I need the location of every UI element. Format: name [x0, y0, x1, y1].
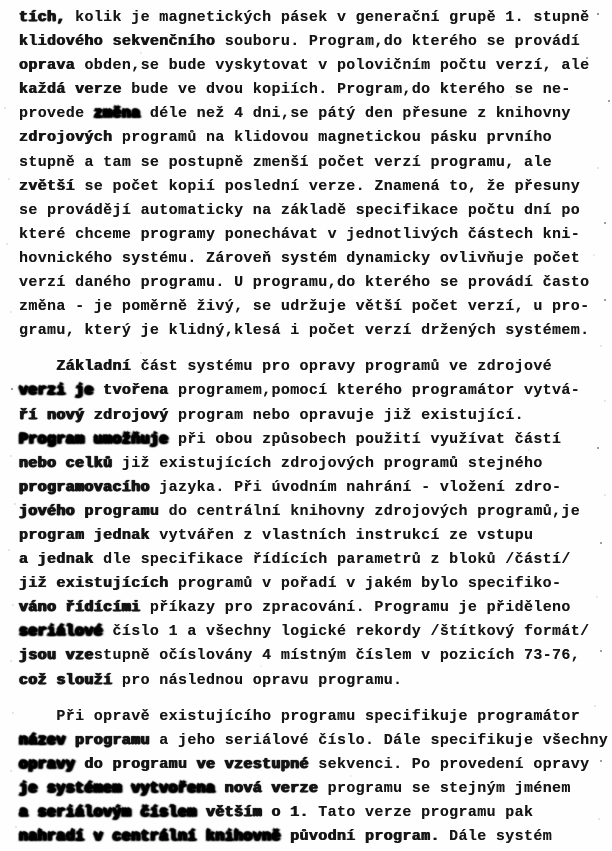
- smudged-text-segment: nebo celků: [19, 454, 113, 472]
- text-segment: klidového sekvenčního: [19, 33, 216, 51]
- text-line: [19, 753, 608, 777]
- text-line: [19, 126, 608, 150]
- text-segment: program nebo opravuje již existující.: [168, 406, 524, 424]
- smudged-text-segment: změna: [93, 105, 141, 123]
- text-segment: tvořena: [93, 382, 169, 400]
- paragraph: [19, 705, 608, 850]
- text-segment: programů na klidovou magnetickou pásku prvního: [112, 129, 553, 147]
- text-segment: zdrojových: [19, 129, 113, 147]
- text-line: [19, 596, 608, 620]
- smudged-text-segment: nahradí v centrální knihovně: [19, 828, 281, 846]
- text-line: [19, 6, 608, 30]
- text-line: [19, 572, 608, 596]
- smudged-text-segment: jsou vze: [19, 647, 94, 665]
- text-segment: [19, 708, 56, 725]
- text-line: [19, 801, 608, 825]
- smudged-text-segment: ve vzestupné: [187, 755, 309, 773]
- text-segment: vytvářen z vlastních instrukcí ze vstupu: [149, 526, 534, 544]
- text-line: [19, 729, 608, 753]
- text-line: [19, 355, 608, 379]
- smudged-text-segment: ří nový: [19, 406, 85, 424]
- text-segment: při obou způsobech použití využívat částí: [168, 430, 562, 448]
- text-line: [19, 548, 608, 572]
- smudged-text-segment: což slouží: [19, 671, 113, 689]
- text-segment: programem,pomocí kterého programátor vytvá-: [168, 382, 581, 400]
- text-segment: a jeho seriálové číslo. Dále specifikuje všechny: [149, 731, 609, 749]
- text-segment: kolik je magnetických pásek v generační grupě 1. stupně: [65, 9, 590, 26]
- text-segment: o 1.: [262, 804, 319, 821]
- text-segment: se počet kopií poslední verze. Znamená to, že přesuny: [75, 177, 581, 195]
- smudged-text-segment: větším: [196, 804, 263, 821]
- text-line: [19, 102, 608, 126]
- text-line: [19, 223, 608, 247]
- text-line: [19, 271, 608, 295]
- text-segment: stupně očíslovány 4 místným číslem v pozicích 73-76,: [93, 647, 581, 665]
- paragraph: [19, 6, 608, 343]
- smudged-text-segment: nová verze: [215, 779, 319, 797]
- text-line: [19, 705, 608, 729]
- text-segment: verzí daného programu. U programu,do kterého se provádí často: [19, 274, 590, 292]
- text-line: [19, 452, 608, 476]
- text-line: [19, 199, 608, 223]
- text-segment: zvětší: [19, 177, 76, 195]
- text-segment: Při opravě existujícího programu specifikuje programátor: [56, 707, 581, 725]
- text-segment: déle než 4 dni,se pátý den přesune z knihovny: [140, 105, 571, 123]
- text-segment: číslo 1 a všechny logické rekordy /štítkový formát/: [103, 623, 590, 641]
- text-segment: stupně a tam se postupně zmenší počet verzí programu, ale: [19, 153, 553, 171]
- text-segment: sekvenci. Po provedení opravy: [308, 755, 590, 773]
- text-line: [19, 476, 608, 500]
- text-segment: dle specifikace řídících parametrů z bloků /částí/: [93, 551, 571, 569]
- text-line: [19, 500, 608, 524]
- smudged-text-segment: je systémem vytvořena: [19, 779, 216, 797]
- text-segment: bude ve dvou kopiích. Program,do kterého se ne-: [121, 81, 571, 99]
- text-segment: [19, 358, 56, 375]
- text-segment: Tato verze programu pak: [318, 804, 534, 821]
- text-segment: Základní: [56, 358, 132, 376]
- smudged-text-segment: opravy: [19, 755, 76, 773]
- text-segment: provede: [19, 105, 94, 123]
- text-segment: jazyka. Při úvodním nahrání - vložení zdro-: [149, 478, 562, 496]
- smudged-text-segment: programu: [65, 731, 150, 749]
- smudged-text-segment: jového: [19, 502, 76, 520]
- text-segment: hovnického systému. Zároveň systém dynamicky ovlivňuje počet: [19, 249, 581, 267]
- text-segment: program jednak: [19, 526, 150, 544]
- text-segment: programu se stejným jménem: [318, 779, 571, 797]
- smudged-text-segment: tích,: [19, 9, 66, 26]
- text-segment: původní program.: [280, 828, 440, 846]
- text-segment: oprava: [19, 57, 76, 75]
- text-line: [19, 247, 608, 271]
- text-segment: pro následnou opravu programu.: [112, 671, 403, 689]
- text-segment: již existujících zdrojových programů stejného: [112, 454, 543, 472]
- document-text: [19, 6, 608, 849]
- text-line: [19, 644, 608, 668]
- text-segment: každá verze: [19, 81, 122, 99]
- text-line: [19, 54, 608, 78]
- smudged-text-segment: a seriálovým číslem: [19, 804, 197, 821]
- text-line: [19, 524, 608, 548]
- smudged-text-segment: verzi je: [19, 382, 94, 400]
- text-line: [19, 620, 608, 644]
- text-segment: již existujících: [19, 575, 169, 593]
- text-segment: do programu: [75, 755, 188, 773]
- text-segment: zdrojový: [84, 406, 169, 424]
- text-segment: které chceme programy ponechávat v jednotlivých částech kni-: [19, 225, 581, 243]
- text-segment: programů v pořadí v jakém bylo specifiko-: [168, 575, 562, 593]
- scan-noise: [0, 0, 2, 2]
- text-line: [19, 428, 608, 452]
- text-segment: gramu, který je klidný,klesá i počet verzí držených systémem.: [19, 322, 590, 340]
- text-segment: programu: [75, 502, 160, 520]
- text-segment: příkazy pro zpracování. Programu je přiděleno: [140, 599, 571, 617]
- text-segment: se provádějí automaticky na základě specifikace počtu dní po: [19, 201, 581, 219]
- text-segment: do centrální knihovny zdrojových programů,je: [159, 502, 581, 520]
- text-line: [19, 175, 608, 199]
- smudged-text-segment: název: [19, 731, 66, 749]
- smudged-text-segment: Program umožňuje: [19, 430, 169, 448]
- text-line: [19, 777, 608, 801]
- text-segment: změna - je poměrně živý, se udržuje větší počet verzí, u pro-: [19, 298, 590, 316]
- text-line: [19, 404, 608, 428]
- paragraph: [19, 355, 608, 692]
- text-line: [19, 295, 608, 319]
- text-segment: obden,se bude vyskytovat v polovičním počtu verzí, ale: [75, 57, 590, 75]
- text-line: [19, 78, 608, 102]
- text-line: [19, 319, 608, 343]
- text-segment: a jednak: [19, 551, 94, 569]
- smudged-text-segment: seriálové: [19, 623, 104, 641]
- smudged-text-segment: váno řídícími: [19, 599, 141, 617]
- text-line: [19, 825, 608, 849]
- text-segment: Dále systém: [439, 828, 553, 846]
- text-line: [19, 30, 608, 54]
- text-segment: souboru. Program,do kterého se provádí: [215, 33, 581, 51]
- text-line: [19, 379, 608, 403]
- text-line: [19, 669, 608, 693]
- smudged-text-segment: programovacího: [19, 478, 150, 496]
- text-segment: část systému pro opravy programů ve zdrojové: [131, 358, 553, 376]
- text-line: [19, 151, 608, 175]
